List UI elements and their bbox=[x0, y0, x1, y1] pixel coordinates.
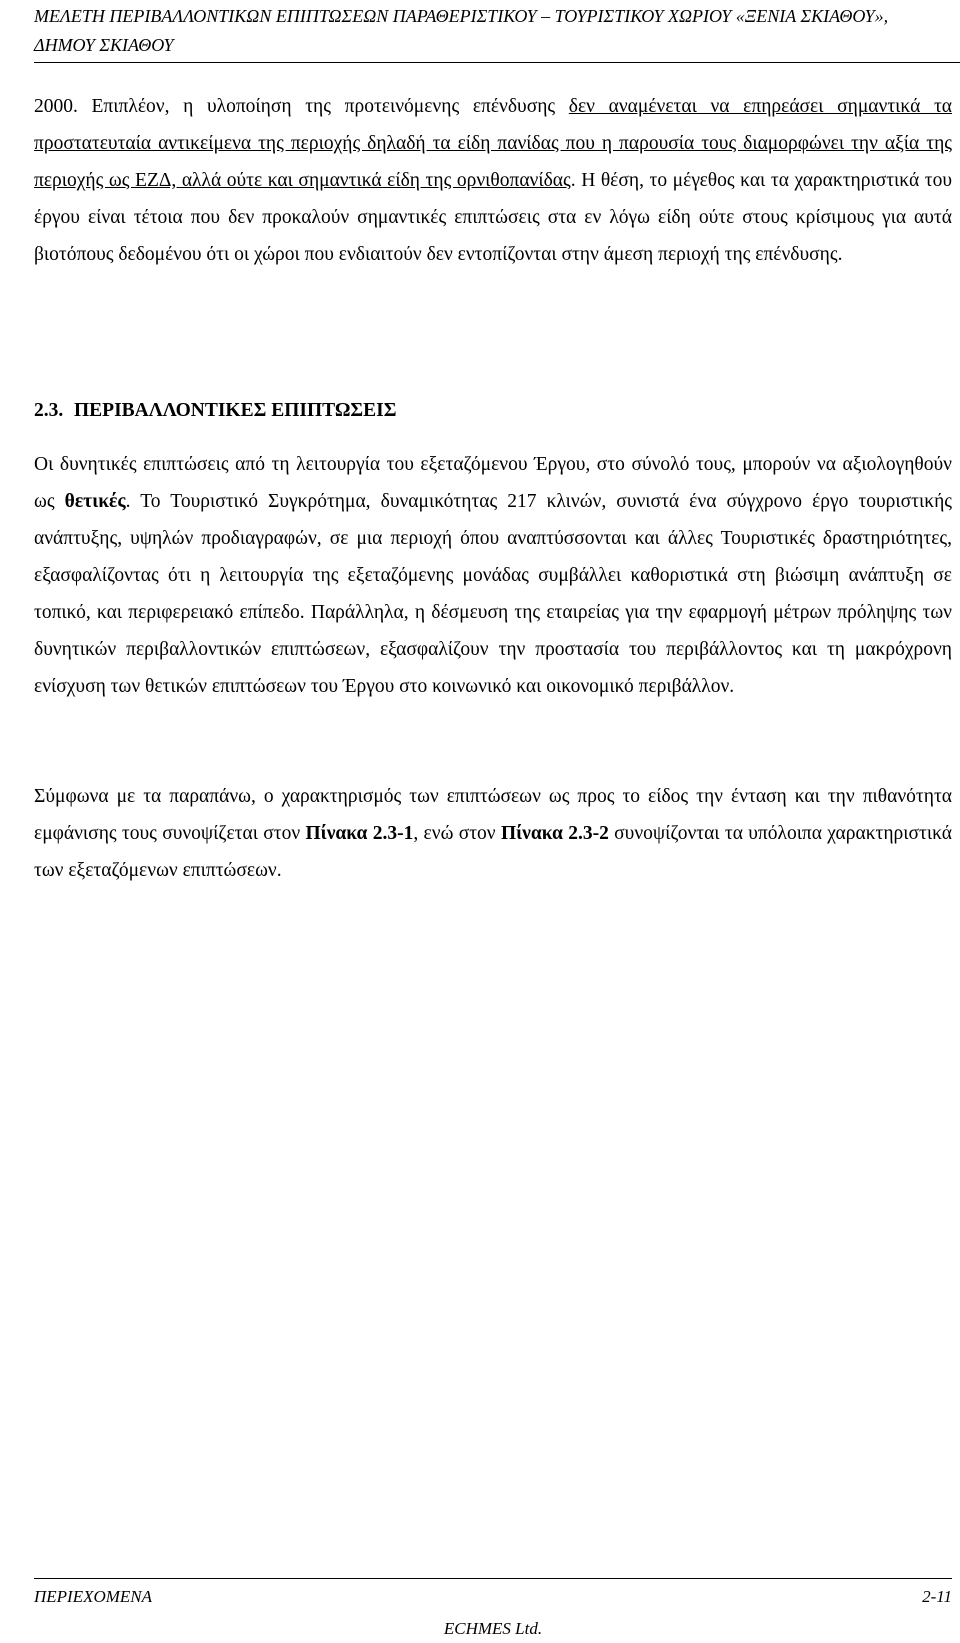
footer-page-number: 2-11 bbox=[922, 1587, 952, 1606]
paragraph-1-rest: . Η θέση, το μέγεθος και τα χαρακτηριστικά του έργου είναι τέτοια που δεν προκαλούν σημαντικές επιπτώσεις στα εν λόγω είδη ούτε στους κρίσιμους για αυτά βιοτόπους δεδομένου ότι οι χώροι που ενδιαιτούν δεν εντοπίζονται στην άμεση περιοχή της επένδυσης. bbox=[34, 170, 952, 265]
section-heading bbox=[34, 396, 397, 426]
paragraph-2-bold: θετικές bbox=[64, 491, 126, 512]
page-footer bbox=[34, 1578, 952, 1638]
page-header bbox=[34, 2, 960, 63]
paragraph-1-intro: 2000. Επιπλέον, η υλοποίηση της προτεινόμενης επένδυσης bbox=[34, 96, 569, 117]
paragraph-1-underlined: δεν αναμένεται να επηρεάσει σημαντικά τα προστατευταία αντικείμενα της περιοχής δηλαδή τα είδη πανίδας που η παρουσία τους διαμορφώνει την αξία της περιοχής ως ΕΖΔ, αλλά ούτε και σημαντικά είδη της ορνιθοπανίδας bbox=[34, 96, 952, 191]
footer-contents-label: ΠΕΡΙΕΧΟΜΕΝΑ bbox=[34, 1587, 153, 1606]
paragraph-positive-impacts bbox=[34, 446, 952, 705]
paragraph-3-rest: συνοψίζονται τα υπόλοιπα χαρακτηριστικά των εξεταζόμενων επιπτώσεων. bbox=[34, 823, 953, 881]
paragraph-table-reference bbox=[34, 778, 952, 889]
section-title: ΠΕΡΙΒΑΛΛΟΝΤΙΚΕΣ ΕΠΙΠΤΩΣΕΙΣ bbox=[74, 400, 397, 421]
section-number: 2.3. bbox=[34, 400, 64, 421]
table-2-3-1-reference: Πίνακα 2.3-1 bbox=[305, 823, 414, 844]
paragraph-2-intro: Οι δυνητικές επιπτώσεις από τη λειτουργία του εξεταζόμενου Έργου, στο σύνολό τους, μπορούν να αξιολογηθούν ως bbox=[34, 454, 952, 512]
paragraph-ezd-impact bbox=[34, 88, 952, 273]
header-line-1: ΜΕΛΕΤΗ ΠΕΡΙΒΑΛΛΟΝΤΙΚΩΝ ΕΠΙΠΤΩΣΕΩΝ ΠΑΡΑΘΕΡΙΣΤΙΚΟΥ – ΤΟΥΡΙΣΤΙΚΟΥ ΧΩΡΙΟΥ «ΞΕΝΙΑ ΣΚΙΑΘΟΥ», bbox=[34, 6, 889, 26]
paragraph-3-intro: Σύμφωνα με τα παραπάνω, ο χαρακτηρισμός των επιπτώσεων ως προς το είδος την ένταση και την πιθανότητα εμφάνισης τους συνοψίζεται στον bbox=[34, 786, 952, 844]
paragraph-2-rest: . Το Τουριστικό Συγκρότημα, δυναμικότητας 217 κλινών, συνιστά ένα σύγχρονο έργο τουριστικής ανάπτυξης, υψηλών προδιαγραφών, σε μια περιοχή όπου αναπτύσσονται και άλλες Τουριστικές δραστηριότητες, εξασφαλίζοντας ότι η λειτουργία της εξεταζόμενης μονάδας συμβάλλει καθοριστικά στη βιώσιμη ανάπτυξη σε τοπικό, και περιφερειακό επίπεδο. Παράλληλα, η δέσμευση της εταιρείας για την εφαρμογή μέτρων πρόληψης των δυνητικών περιβαλλοντικών επιπτώσεων, εξασφαλίζουν την προστασία του περιβάλλοντος και τη μακρόχρονη ενίσχυση των θετικών επιπτώσεων του Έργου στο κοινωνικό και οικονομικό περιβάλλον. bbox=[34, 491, 952, 697]
paragraph-3-middle: , ενώ στον bbox=[413, 823, 501, 844]
footer-company: ECHMES Ltd. bbox=[443, 1619, 543, 1638]
header-line-2: ΔΗΜΟΥ ΣΚΙΑΘΟΥ bbox=[34, 35, 174, 55]
table-2-3-2-reference: Πίνακα 2.3-2 bbox=[500, 823, 609, 844]
